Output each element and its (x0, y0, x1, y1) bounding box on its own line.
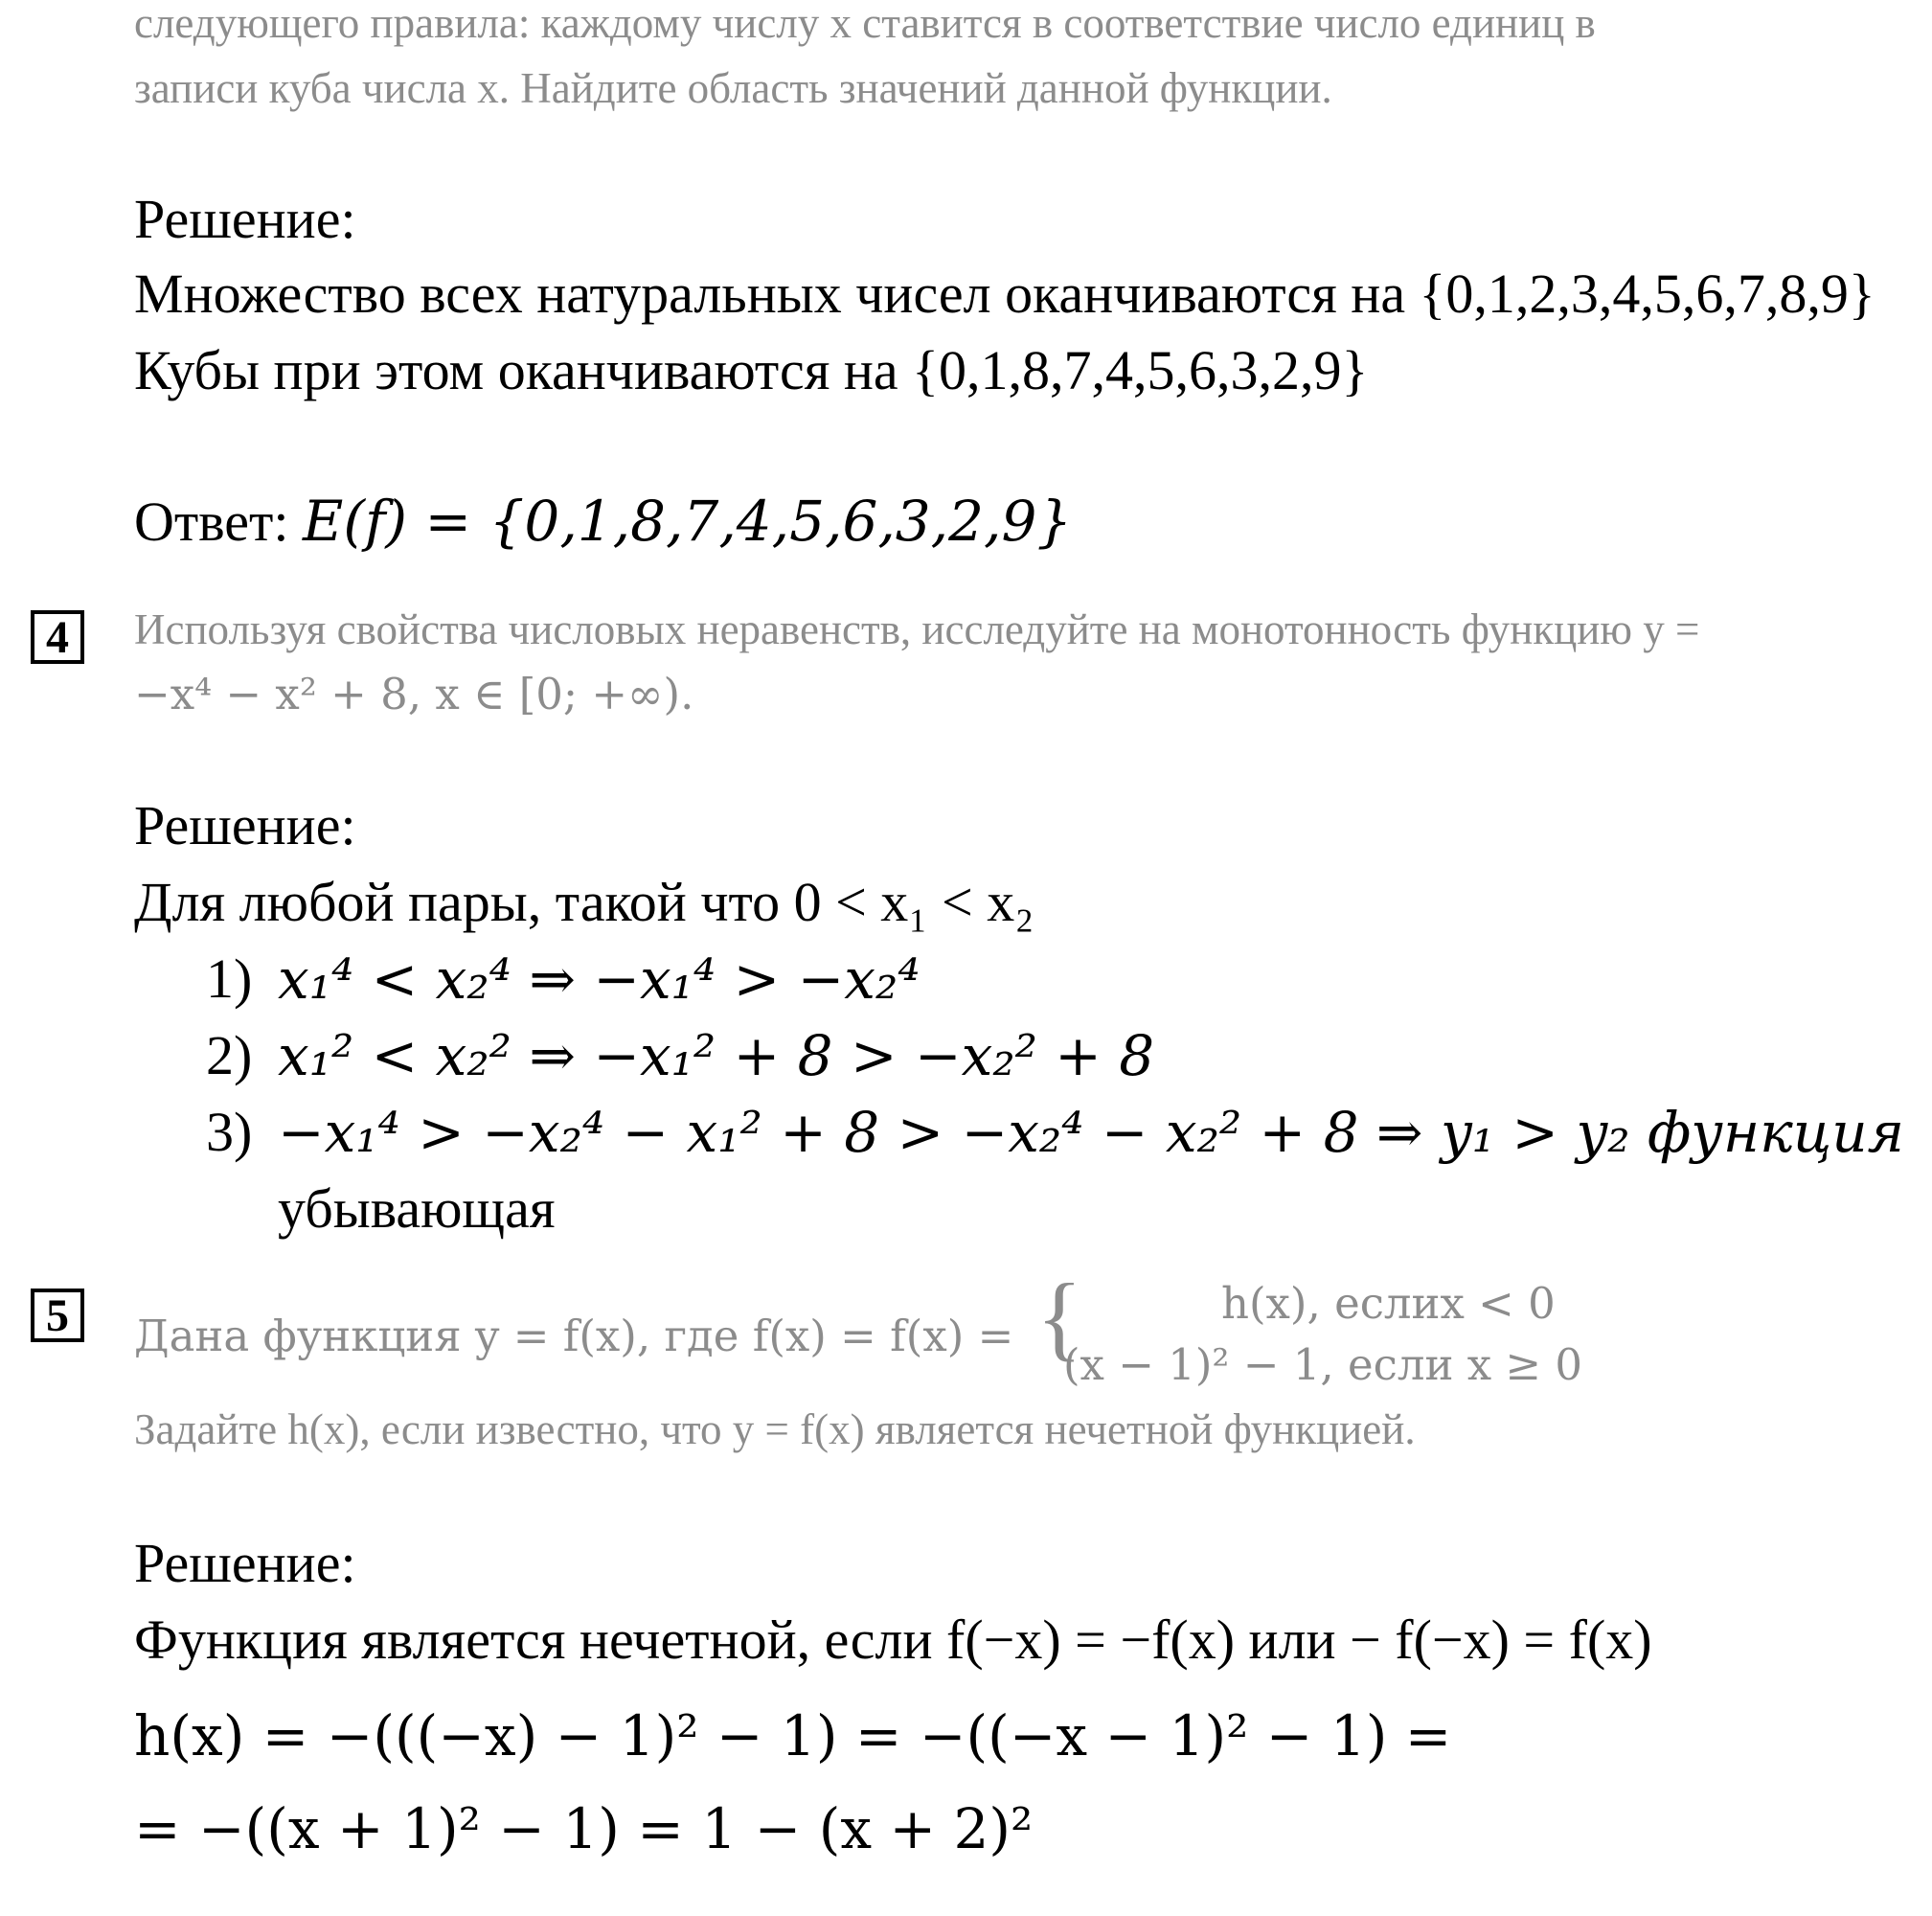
solution5-line-2: h(x) = −(((−x) − 1)² − 1) = −((−x − 1)² − 1) = (134, 1703, 1452, 1768)
solution5-line-1: Функция является нечетной, если f(−x) = −f(x) или − f(−x) = f(x) (134, 1608, 1652, 1671)
answer-value: E(f) = {0,1,8,7,4,5,6,3,2,9} (302, 489, 1073, 554)
solution3-line-1: Множество всех натуральных чисел оканчиваются на {0,1,2,3,4,5,6,7,8,9} (134, 262, 1875, 325)
solution4-intro: Для любой пары, такой что 0 < x₁ < x₂ (134, 871, 1034, 933)
answer-label: Ответ: (134, 490, 303, 553)
solution5-line-3: = −((x + 1)² − 1) = 1 − (x + 2)² (134, 1796, 1034, 1861)
list-item-expression: −x₁⁴ > −x₂⁴ − x₁² + 8 > −x₂⁴ − x₂² + 8 ⇒ y₁ > y₂ функция (278, 1100, 1905, 1165)
task-number-5: 5 (31, 1289, 84, 1342)
solution-heading: Решение: (134, 794, 356, 856)
task3-text-line-2: записи куба числа x. Найдите область значений данной функции. (134, 64, 1332, 112)
solution-heading: Решение: (134, 188, 356, 250)
piecewise-case-1: h(x), еслиx < 0 (1221, 1278, 1556, 1329)
list-item-number: 1) (206, 947, 253, 1010)
list-item-continuation: убывающая (278, 1177, 556, 1240)
list-item-expression: x₁⁴ < x₂⁴ ⇒ −x₁⁴ > −x₂⁴ (278, 947, 921, 1012)
list-item-number: 2) (206, 1024, 253, 1086)
solution-heading: Решение: (134, 1532, 356, 1594)
piecewise-brace: { (1036, 1264, 1082, 1370)
task4-text-line-2: −x⁴ − x² + 8, x ∈ [0; +∞). (134, 669, 694, 719)
task3-text-line-1: следующего правила: каждому числу x ставится в соответствие число единиц в (134, 0, 1596, 47)
solution3-line-2: Кубы при этом оканчиваются на {0,1,8,7,4,5,6,3,2,9} (134, 339, 1369, 401)
task-number-4: 4 (31, 610, 84, 664)
list-item-expression: x₁² < x₂² ⇒ −x₁² + 8 > −x₂² + 8 (278, 1023, 1155, 1088)
task5-text-line-2: Задайте h(x), если известно, что y = f(x) является нечетной функцией. (134, 1405, 1416, 1453)
task5-lead: Дана функция y = f(x), где f(x) = f(x) = (134, 1311, 1014, 1361)
task4-text-line-1: Используя свойства числовых неравенств, исследуйте на монотонность функцию y = (134, 605, 1700, 653)
answer-line (134, 489, 1073, 554)
list-item-number: 3) (206, 1101, 253, 1163)
piecewise-case-2: (x − 1)² − 1, если x ≥ 0 (1063, 1339, 1583, 1390)
